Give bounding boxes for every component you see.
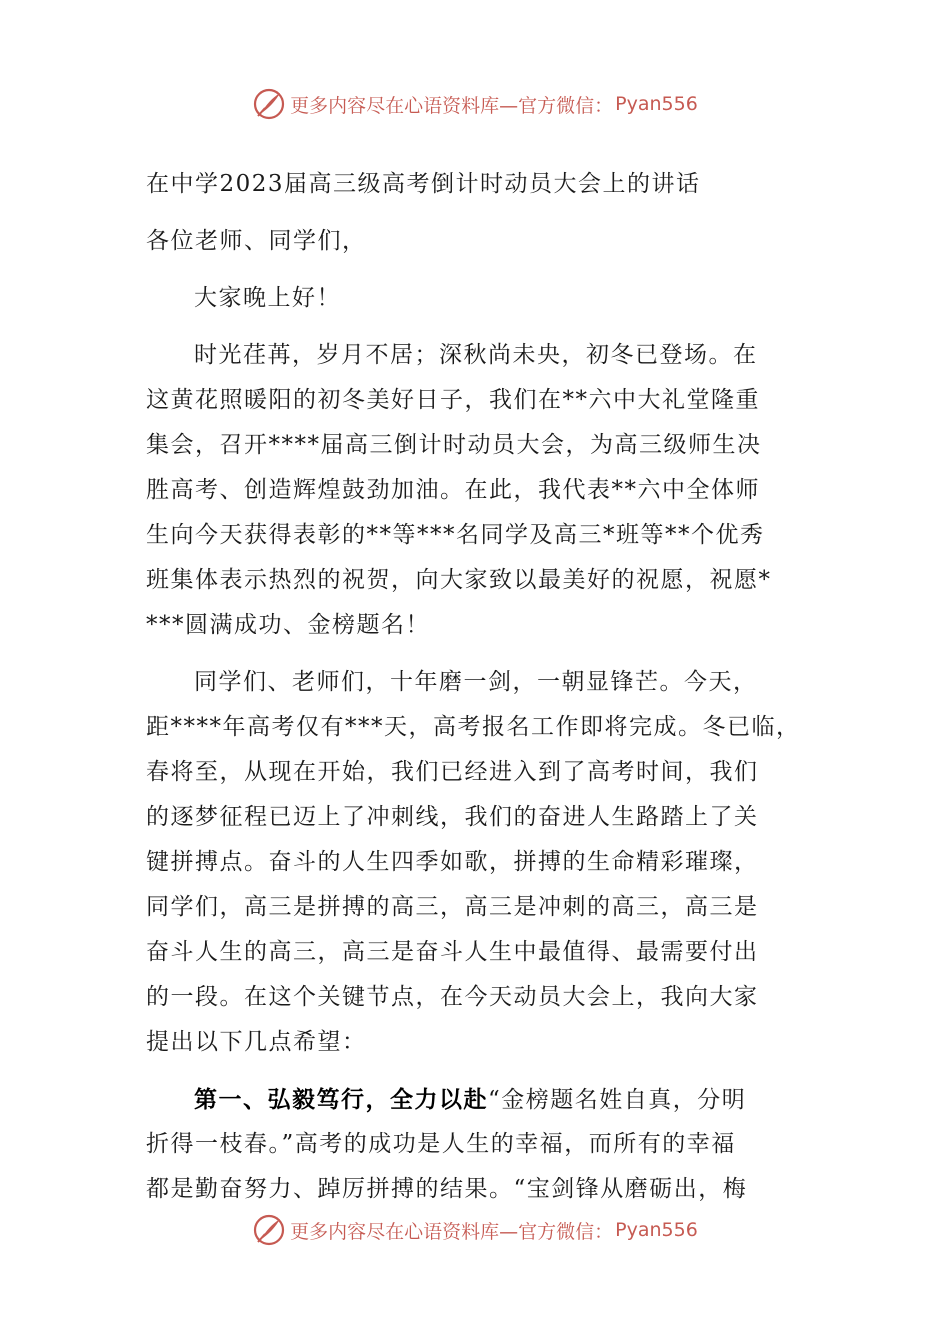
paragraph-line: 的逐梦征程已迈上了冲刺线，我们的奋进人生路踏上了关	[146, 804, 759, 830]
document-title: 在中学2023届高三级高考倒计时动员大会上的讲话	[146, 171, 701, 197]
paragraph-line: 这黄花照暖阳的初冬美好日子，我们在**六中大礼堂隆重	[146, 387, 760, 413]
salutation: 各位老师、同学们，	[146, 228, 367, 254]
feather-pen-logo-icon	[252, 87, 286, 121]
paragraph-line: 胜高考、创造辉煌鼓劲加油。在此，我代表**六中全体师	[146, 477, 760, 503]
paragraph-line: 春将至，从现在开始，我们已经进入到了高考时间，我们	[146, 759, 759, 785]
paragraph-2	[146, 660, 806, 1065]
paragraph-line: 生向今天获得表彰的**等***名同学及高三*班等**个优秀	[146, 522, 765, 548]
paragraph-line: 集会，召开****届高三倒计时动员大会，为高三级师生决	[146, 432, 762, 458]
paragraph-3	[146, 1077, 806, 1212]
paragraph-line: 班集体表示热烈的祝贺，向大家致以最美好的祝愿，祝愿*	[146, 567, 772, 593]
paragraph-line: 同学们、老师们，十年磨一剑，一朝显锋芒。今天，	[194, 669, 758, 695]
banner-site-text: 更多内容尽在心语资料库—官方微信：	[290, 94, 614, 117]
section-heading: 第一、弘毅笃行，全力以赴	[194, 1086, 488, 1113]
paragraph-1	[146, 333, 806, 648]
footer-banner	[0, 1210, 950, 1250]
paragraph-line: 距****年高考仅有***天，高考报名工作即将完成。冬已临，	[146, 714, 801, 740]
paragraph-line: 的一段。在这个关键节点，在今天动员大会上，我向大家	[146, 984, 759, 1010]
paragraph-line	[146, 1077, 806, 1122]
banner-wechat-id: Pyan556	[615, 93, 698, 115]
paragraph-line: 折得一枝春。”高考的成功是人生的幸福，而所有的幸福	[146, 1131, 736, 1157]
quote-start: “金榜题名姓自真，分明	[488, 1087, 747, 1113]
feather-pen-logo-icon	[252, 1213, 286, 1247]
paragraph-line: ***圆满成功、金榜题名！	[146, 612, 430, 638]
paragraph-line: 同学们，高三是拼搏的高三，高三是冲刺的高三，高三是	[146, 894, 759, 920]
paragraph-line: 时光荏苒，岁月不居；深秋尚未央，初冬已登场。在	[194, 342, 758, 368]
paragraph-line: 奋斗人生的高三，高三是奋斗人生中最值得、最需要付出	[146, 939, 759, 965]
banner-wechat-id: Pyan556	[615, 1219, 698, 1241]
paragraph-line: 提出以下几点希望：	[146, 1029, 367, 1055]
document-body	[146, 162, 806, 1212]
paragraph-line: 键拼搏点。奋斗的人生四季如歌，拼搏的生命精彩璀璨，	[146, 849, 759, 875]
banner-site-text: 更多内容尽在心语资料库—官方微信：	[290, 1220, 614, 1243]
greeting: 大家晚上好！	[194, 285, 341, 311]
paragraph-line: 都是勤奋努力、踔厉拼搏的结果。“宝剑锋从磨砺出，梅	[146, 1176, 748, 1202]
header-banner	[0, 84, 950, 124]
